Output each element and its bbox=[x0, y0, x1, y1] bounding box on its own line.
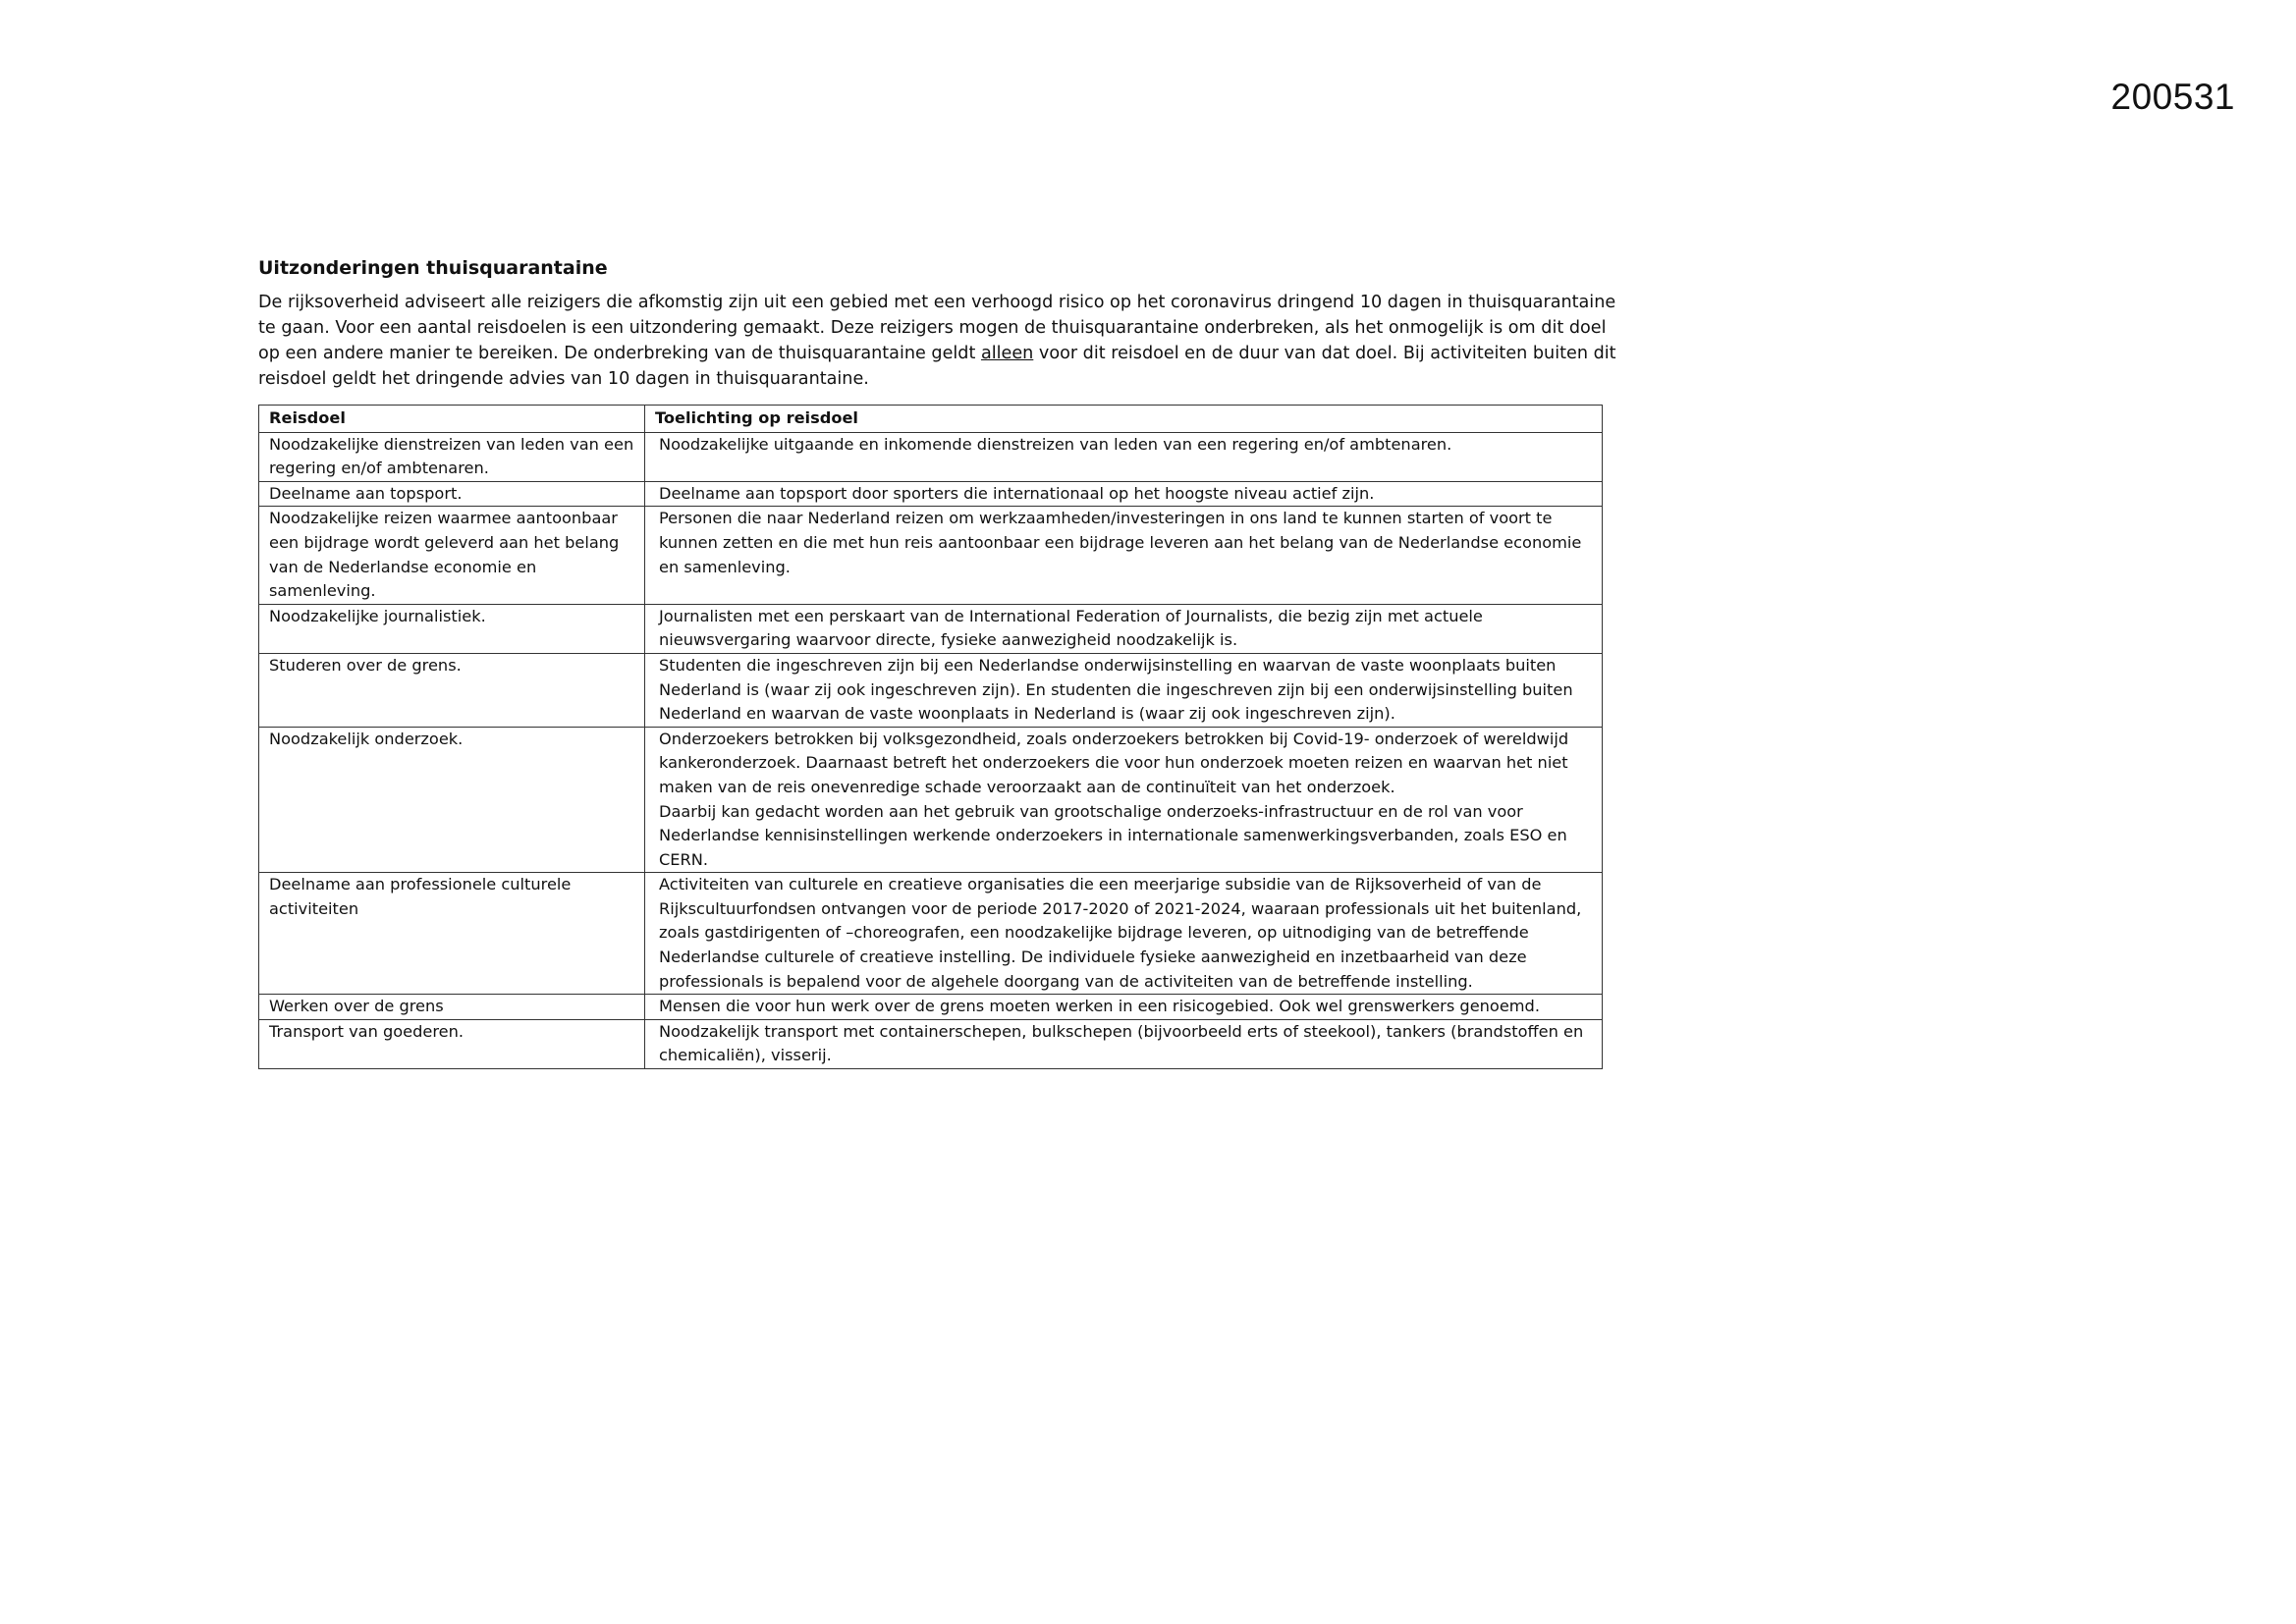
explanation-cell: Journalisten met een perskaart van de International Federation of Journalists, die bezig zijn met actuele nieuwsvergaring waarvoor directe, fysieke aanwezigheid noodzakelijk is. bbox=[645, 604, 1603, 653]
document-number: 200531 bbox=[2110, 77, 2235, 117]
purpose-cell: Studeren over de grens. bbox=[259, 653, 645, 727]
explanation-cell: Activiteiten van culturele en creatieve organisaties die een meerjarige subsidie van de Rijksoverheid of van de Rijkscultuurfondsen ontvangen voor de periode 2017-2020 of 2021-2024, waaraan professionals uit het buitenland, zoals gastdirigenten of –choreografen, een noodzakelijke bijdrage leveren, op uitnodiging van de betreffende Nederlandse culturele of creatieve instelling. De individuele fysieke aanwezigheid en inzetbaarheid van deze professionals is bepalend voor de algehele doorgang van de activiteiten van de betreffende instelling. bbox=[645, 873, 1603, 995]
section-title: Uitzonderingen thuisquarantaine bbox=[258, 257, 608, 279]
intro-paragraph bbox=[258, 290, 1623, 392]
table-row bbox=[259, 653, 1603, 727]
table-row bbox=[259, 1019, 1603, 1068]
explanation-cell: Personen die naar Nederland reizen om werkzaamheden/investeringen in ons land te kunnen starten of voort te kunnen zetten en die met hun reis aantoonbaar een bijdrage leveren aan het belang van de Nederlandse economie en samenleving. bbox=[645, 507, 1603, 604]
table-row bbox=[259, 604, 1603, 653]
table-row bbox=[259, 481, 1603, 507]
purpose-cell: Noodzakelijke journalistiek. bbox=[259, 604, 645, 653]
purpose-cell: Noodzakelijke reizen waarmee aantoonbaar een bijdrage wordt geleverd aan het belang van de Nederlandse economie en samenleving. bbox=[259, 507, 645, 604]
purpose-cell: Noodzakelijke dienstreizen van leden van een regering en/of ambtenaren. bbox=[259, 432, 645, 481]
explanation-extra-text: Daarbij kan gedacht worden aan het gebruik van grootschalige onderzoeks-infrastructuur en de rol van voor Nederlandse kennisinstellingen werkende onderzoekers in internationale samenwerkingsverbanden, zoals ESO en CERN. bbox=[659, 801, 1567, 869]
intro-text-part2: voor dit reisdoel en de duur van dat doel. Bij activiteiten buiten dit reisdoel geldt het dringende advies van 10 dagen in thuisquarantaine. bbox=[258, 344, 1616, 389]
explanation-cell: Noodzakelijk transport met containerschepen, bulkschepen (bijvoorbeeld erts of steekool), tankers (brandstoffen en chemicaliën), visserij. bbox=[645, 1019, 1603, 1068]
purpose-cell: Deelname aan topsport. bbox=[259, 481, 645, 507]
explanation-cell: Mensen die voor hun werk over de grens moeten werken in een risicogebied. Ook wel grenswerkers genoemd. bbox=[645, 995, 1603, 1020]
header-reisdoel: Reisdoel bbox=[259, 406, 645, 433]
explanation-cell: Noodzakelijke uitgaande en inkomende dienstreizen van leden van een regering en/of ambtenaren. bbox=[645, 432, 1603, 481]
purpose-cell: Deelname aan professionele culturele activiteiten bbox=[259, 873, 645, 995]
explanation-cell bbox=[645, 727, 1603, 873]
purpose-cell: Werken over de grens bbox=[259, 995, 645, 1020]
table-header-row bbox=[259, 406, 1603, 433]
table-row bbox=[259, 873, 1603, 995]
table-row bbox=[259, 995, 1603, 1020]
document-body bbox=[258, 257, 1623, 1069]
header-toelichting: Toelichting op reisdoel bbox=[645, 406, 1603, 433]
intro-underlined-word: alleen bbox=[980, 344, 1034, 363]
explanation-text: Onderzoekers betrokken bij volksgezondheid, zoals onderzoekers betrokken bij Covid-19- onderzoek of wereldwijd kankeronderzoek. Daarnaast betreft het onderzoekers die voor hun onderzoek moeten reizen en waarvan het niet maken van de reis onevenredige schade veroorzaakt aan de continuïteit van het onderzoek. bbox=[659, 729, 1569, 796]
purpose-cell: Transport van goederen. bbox=[259, 1019, 645, 1068]
intro-text-part1: De rijksoverheid adviseert alle reizigers die afkomstig zijn uit een gebied met een verhoogd risico op het coronavirus dringend 10 dagen in thuisquarantaine te gaan. Voor een aantal reisdoelen is een uitzondering gemaakt. Deze reizigers mogen de thuisquarantaine onderbreken, als het onmogelijk is om dit doel op een andere manier te bereiken. De onderbreking van de thuisquarantaine geldt bbox=[258, 293, 1616, 363]
explanation-cell: Studenten die ingeschreven zijn bij een Nederlandse onderwijsinstelling en waarvan de vaste woonplaats buiten Nederland is (waar zij ook ingeschreven zijn). En studenten die ingeschreven zijn bij een onderwijsinstelling buiten Nederland en waarvan de vaste woonplaats in Nederland is (waar zij ook ingeschreven zijn). bbox=[645, 653, 1603, 727]
table-row bbox=[259, 432, 1603, 481]
explanation-cell: Deelname aan topsport door sporters die internationaal op het hoogste niveau actief zijn. bbox=[645, 481, 1603, 507]
exceptions-table bbox=[258, 405, 1603, 1069]
table-row bbox=[259, 507, 1603, 604]
purpose-cell: Noodzakelijk onderzoek. bbox=[259, 727, 645, 873]
table-row bbox=[259, 727, 1603, 873]
